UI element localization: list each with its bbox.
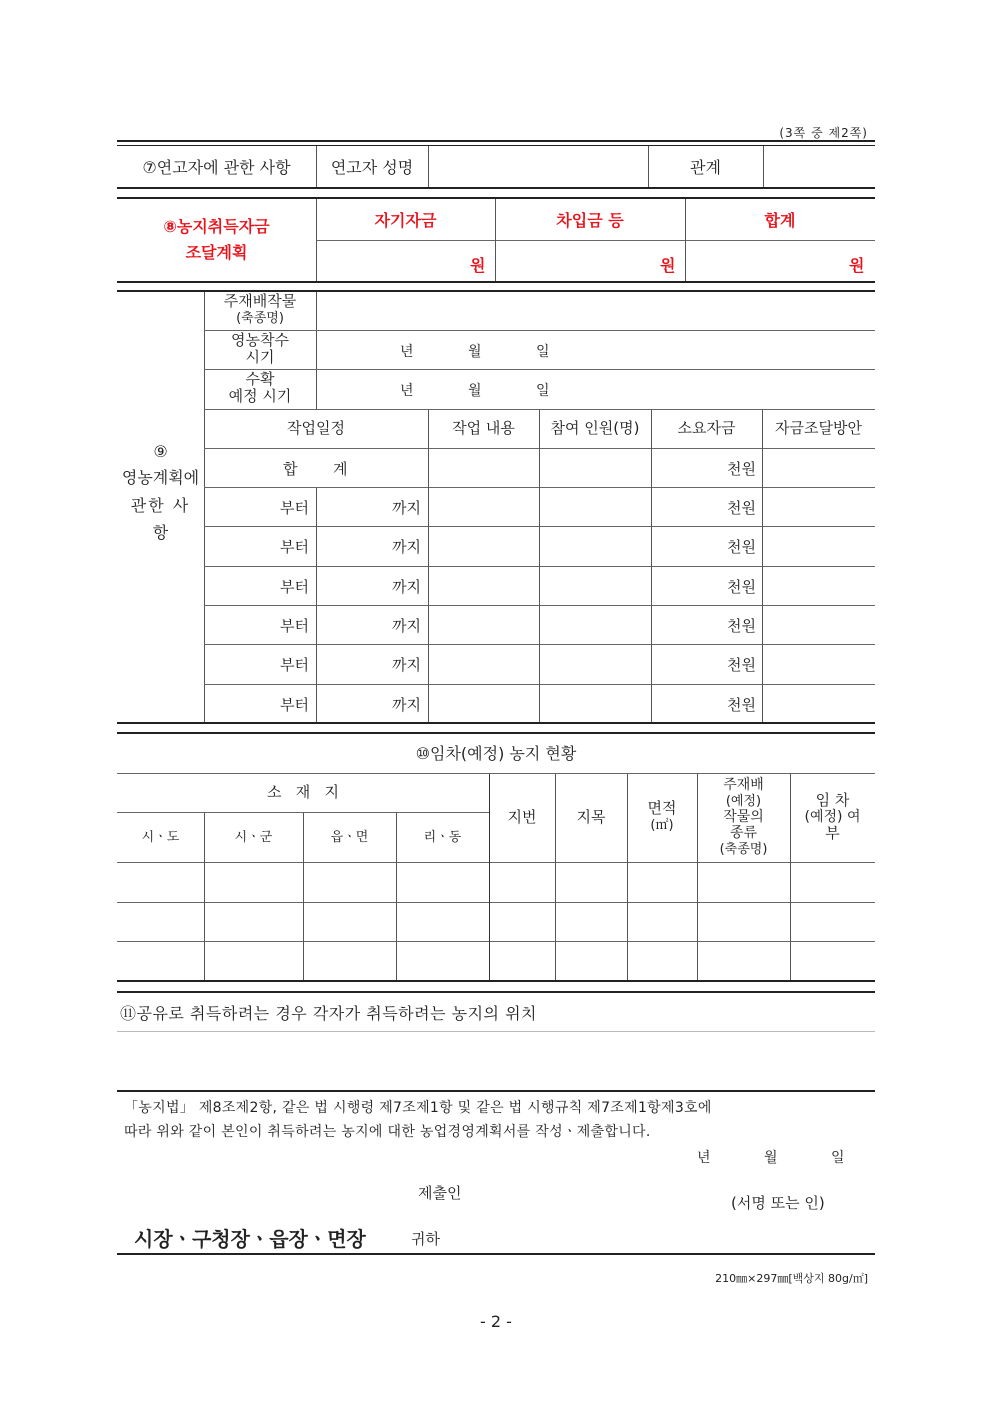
lease-header-l3: 부 [825, 824, 840, 843]
sec9-label-line3: 항 [152, 522, 169, 542]
relative-name-field[interactable] [429, 150, 647, 186]
sign-label: (서명 또는 인) [731, 1194, 825, 1212]
lease-header-l1: 임 차 [815, 791, 850, 810]
own-funds-header: 자기자금 [374, 210, 437, 230]
crop-header-l2: (예정) [725, 793, 762, 809]
sec9-number: ⑨ [153, 441, 168, 461]
row-unit: 천원 [727, 696, 756, 714]
area-header-l1: 면적 [647, 799, 677, 818]
decl-month: 월 [764, 1150, 778, 1166]
main-crop-label-l2: (축종명) [236, 311, 284, 327]
start-day: 일 [536, 344, 550, 360]
page-number: - 2 - [480, 1311, 512, 1331]
rule [117, 991, 875, 993]
rule [117, 197, 875, 199]
total-header: 합계 [764, 210, 796, 230]
recipient: 시장ㆍ구청장ㆍ읍장ㆍ면장 [134, 1227, 366, 1251]
row-unit: 천원 [727, 578, 756, 596]
row-from: 부터 [280, 656, 309, 674]
rule [117, 1253, 875, 1255]
header-funding: 자금조달방안 [775, 419, 862, 438]
row-from: 부터 [280, 617, 309, 635]
loan-header: 차입금 등 [556, 210, 624, 230]
declaration-line2: 따라 위와 같이 본인이 취득하려는 농지에 대한 농업경영계획서를 작성ㆍ제출합니다. [124, 1124, 651, 1140]
honorific: 귀하 [411, 1230, 440, 1248]
row-to: 까지 [392, 538, 421, 556]
rule [117, 145, 875, 146]
row-unit: 천원 [727, 617, 756, 635]
row-unit: 천원 [727, 538, 756, 556]
row-from: 부터 [280, 578, 309, 596]
won-unit: 원 [849, 256, 865, 275]
header-cost: 소요자금 [677, 419, 736, 438]
decl-day: 일 [831, 1150, 845, 1166]
rule [117, 980, 875, 982]
row-to: 까지 [392, 617, 421, 635]
rule [117, 1090, 875, 1092]
start-year: 년 [400, 344, 414, 360]
jimok-header: 지목 [576, 808, 606, 827]
crop-header-l5: (축종명) [719, 842, 768, 858]
area-header-l2: (㎡) [650, 818, 674, 834]
row-unit: 천원 [727, 499, 756, 517]
header-schedule: 작업일정 [287, 419, 345, 438]
harvest-day: 일 [536, 383, 550, 399]
row-unit: 천원 [727, 656, 756, 674]
total-label-r: 계 [333, 460, 348, 478]
sec11-title: ⑪공유로 취득하려는 경우 각자가 취득하려는 농지의 위치 [120, 1004, 538, 1023]
relative-name-label: 연고자 성명 [330, 157, 414, 177]
row-to: 까지 [392, 656, 421, 674]
won-unit: 원 [660, 256, 676, 275]
rule [117, 732, 875, 734]
lease-header-l2: (예정) 여 [804, 809, 861, 826]
jibeon-header: 지번 [507, 808, 537, 827]
row-to: 까지 [392, 578, 421, 596]
location-header: 소 재 지 [266, 783, 340, 802]
harvest-month: 월 [468, 383, 482, 399]
rule [117, 281, 875, 283]
submitter-label: 제출인 [418, 1184, 462, 1202]
relation-label: 관계 [690, 157, 721, 177]
start-month: 월 [468, 344, 482, 360]
row-to: 까지 [392, 696, 421, 714]
total-unit: 천원 [727, 460, 756, 478]
page-note: (3쪽 중 제2쪽) [779, 126, 868, 140]
won-unit: 원 [470, 256, 486, 275]
sec7-title: ⑦연고자에 관한 사항 [142, 157, 291, 177]
total-label-l: 합 [283, 460, 298, 478]
paper-spec: 210㎜×297㎜[백상지 80g/㎡] [715, 1272, 868, 1285]
start-time-label-l2: 시기 [245, 348, 275, 367]
row-from: 부터 [280, 538, 309, 556]
decl-year: 년 [697, 1150, 711, 1166]
sec10-title: ⑩임차(예정) 농지 현황 [415, 743, 577, 763]
sec9-label-line2: 관한 사 [130, 495, 191, 515]
declaration-line1: 「농지법」 제8조제2항, 같은 법 시행령 제7조제1항 및 같은 법 시행규칙 제7조제1항제3호에 [124, 1100, 712, 1116]
header-people: 참여 인원(명) [550, 419, 640, 438]
header-work: 작업 내용 [452, 419, 515, 438]
sigun-header: 시ㆍ군 [234, 829, 273, 845]
crop-header-l1: 주재배 [723, 777, 764, 794]
main-crop-field[interactable] [317, 293, 874, 329]
row-to: 까지 [392, 499, 421, 517]
sec9-label-line1: 영농계획에 [121, 467, 200, 487]
rule [117, 187, 875, 189]
crop-header-l3: 작물의 [723, 808, 764, 825]
row-from: 부터 [280, 499, 309, 517]
sido-header: 시ㆍ도 [141, 829, 180, 845]
harvest-time-label-l1: 수확 [245, 370, 275, 389]
ridong-header: 리ㆍ동 [423, 829, 462, 845]
sec8-title-line1: ⑧농지취득자금 [163, 216, 270, 236]
crop-header-l4: 종류 [729, 824, 758, 841]
relation-field[interactable] [764, 150, 874, 186]
rule [117, 722, 875, 724]
sec8-title-line2: 조달계획 [185, 242, 248, 262]
harvest-time-label-l2: 예정 시기 [228, 387, 292, 406]
main-crop-label-l1: 주재배작물 [223, 292, 297, 311]
start-time-label-l1: 영농착수 [231, 331, 289, 350]
eupmyeon-header: 읍ㆍ면 [330, 829, 369, 845]
rule [117, 140, 875, 142]
harvest-year: 년 [400, 383, 414, 399]
row-from: 부터 [280, 696, 309, 714]
